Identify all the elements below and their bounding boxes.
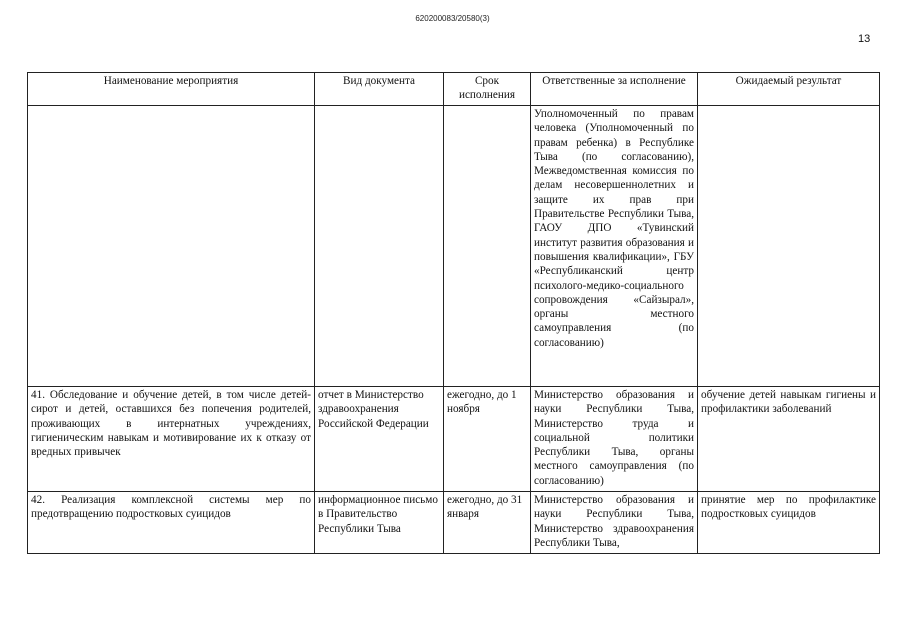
measures-table	[27, 72, 880, 554]
cell-doc-type: отчет в Министерство здравоохранения Российской Федерации	[315, 387, 444, 492]
cell-name	[28, 106, 315, 387]
table-row	[28, 106, 880, 387]
header-responsible: Ответственные за исполнение	[531, 73, 698, 106]
table-row	[28, 387, 880, 492]
cell-result: принятие мер по профилактике подростковых суицидов	[698, 492, 880, 554]
cell-deadline	[444, 106, 531, 387]
header-result: Ожидаемый результат	[698, 73, 880, 106]
header-deadline: Срок исполнения	[444, 73, 531, 106]
cell-name: 41. Обследование и обучение детей, в том числе детей-сирот и детей, оставшихся без попечения родителей, проживающих в интернатных учреждениях, гигиеническим навыкам и мотивирование их к отказу от вредных привычек	[28, 387, 315, 492]
cell-deadline: ежегодно, до 31 января	[444, 492, 531, 554]
header-doc-type: Вид документа	[315, 73, 444, 106]
document-id: 620200083/20580(3)	[415, 14, 490, 23]
cell-result	[698, 106, 880, 387]
cell-deadline: ежегодно, до 1 ноября	[444, 387, 531, 492]
cell-name: 42. Реализация комплексной системы мер по предотвращению подростковых суицидов	[28, 492, 315, 554]
table-header-row	[28, 73, 880, 106]
cell-responsible: Уполномоченный по правам человека (Уполномоченный по правам ребенка) в Республике Тыва (по согласованию), Межведомственная комиссия по делам несовершеннолетних и защите их прав при Правительстве Республики Тыва, ГАОУ ДПО «Тувинский институт развития образования и повышения квалификации», ГБУ «Республиканский центр психолого-медико-социального сопровождения «Сайзырал», органы местного самоуправления (по согласованию)	[531, 106, 698, 387]
table-row	[28, 492, 880, 554]
header-name: Наименование мероприятия	[28, 73, 315, 106]
cell-responsible: Министерство образования и науки Республики Тыва, Министерство здравоохранения Республики Тыва,	[531, 492, 698, 554]
cell-doc-type	[315, 106, 444, 387]
cell-responsible: Министерство образования и науки Республики Тыва, Министерство труда и социальной политики Республики Тыва, органы местного самоуправления (по согласованию)	[531, 387, 698, 492]
cell-doc-type: информационное письмо в Правительство Республики Тыва	[315, 492, 444, 554]
cell-result: обучение детей навыкам гигиены и профилактики заболеваний	[698, 387, 880, 492]
page-number: 13	[858, 33, 871, 45]
